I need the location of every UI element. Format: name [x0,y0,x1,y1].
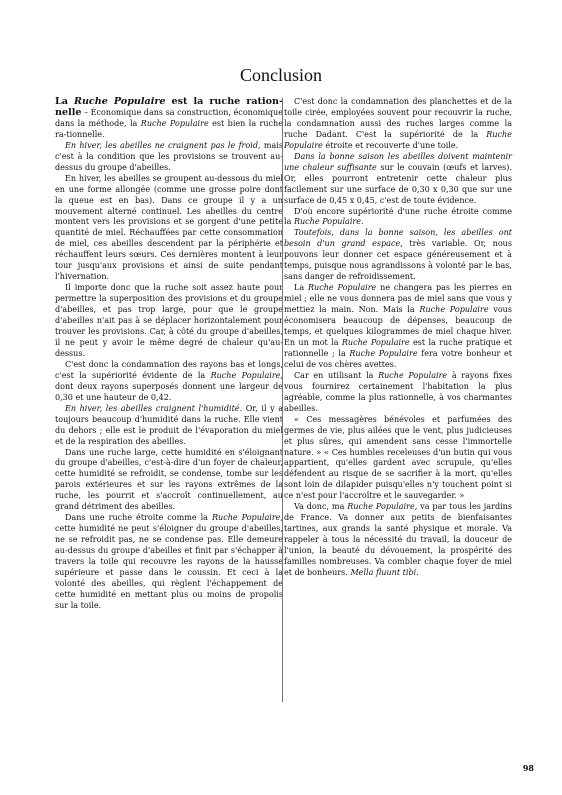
paragraph: Il importe donc que la ruche soit assez haute pour permettre la superposition des provisions et du groupe d'abeilles, et pas trop large, pour que le groupe d'abeilles n'ait pas à se déplacer horizontalement pour trouver les provisions. Car, à côté du groupe d'abeilles, il ne peut y avoir le même degré de chaleur qu'au-dessus. [55,283,283,358]
paragraph: D'où encore supériorité d'une ruche étroite comme la Ruche Populaire. [284,206,512,227]
paragraph: Dans la bonne saison les abeilles doivent maintenir une chaleur suffisante sur le couvain (œufs et larves). Or, elles pourront entretenir cette chaleur plus facilement sur une surface de 0,30 x 0,30 que sur une surface de 0,45 x 0,45, c'est de toute évidence. [284,151,512,205]
paragraph: Va donc, ma Ruche Populaire, va par tous les jardins de France. Va donner aux petits de bienfaisantes tartines, aux grands la santé physique et morale. Va rappeler à tous la nécessité du travail, la douceur de l'union, la beauté du dévouement, la prospérité des familles nombreuses. Va combler chaque foyer de miel et de bonheurs. Mella fluunt tibi. [284,502,512,577]
quote-paragraph: « Ces messagères bénévoles et parfumées des germes de vie, plus ailées que le vent, plus judicieuses et plus sûres, qui amendent sans cesse l'immortelle nature. » « Ces humbles receleuses d'un butin qui vous appartient, qu'elles gardent avec scrupule, qu'elles défendent au risque de se sacrifier à la mort, qu'elles sont loin de dilapider puisqu'elles n'y touchent point si ce n'est pour l'accroître et le sauvegarder. » [284,414,512,501]
paragraph: C'est donc la condamnation des planchettes et de la toile cirée, employées souvent pour recouvrir la ruche, la condamnation aussi des ruches larges comme la ruche Dadant. C'est la supériorité de la Ruche Populaire étroite et recouverte d'une toile. [284,97,512,150]
paragraph: Dans une ruche étroite comme la Ruche Populaire, cette humidité ne peut s'éloigner du groupe d'abeilles, ne se refroidit pas, ne se condense pas. Elle demeure au-dessus du groupe d'abeilles et finit par s'échapper à travers la toile qui recouvre les rayons de la hausse supérieure et passe dans le coussin. Et ceci à la volonté des abeilles, qui règlent l'échappement de cette humidité en mettant plus ou moins de propolis sur la toile. [55,513,283,610]
paragraph: La Ruche Populaire ne changera pas les pierres en miel ; elle ne vous donnera pas de miel sans que vous y mettiez la main. Non. Mais la Ruche Populaire vous économisera beaucoup de dépenses, beaucoup de temps, et quelques kilogrammes de miel chaque hiver. En un mot la Ruche Populaire est la ruche pratique et rationnelle ; la Ruche Populaire fera votre bonheur et celui de vos chères avettes. [284,283,513,369]
right-column [284,97,512,579]
paragraph: En hiver, les abeilles se groupent au-dessous du miel en une forme allongée (comme une grosse poire dont la queue est en bas). Dans ce groupe il y a un mouvement alterné continuel. Les abeilles du centre montent vers les provisions et se gorgent d'une petite quantité de miel. Réchauffées par cette consommation de miel, ces abeilles descendent par la périphérie et réchauffent leurs sœurs. Ces dernières montent à leur tour jusqu'aux provisions et ainsi de suite pendant l'hivernation. [55,173,283,282]
paragraph: C'est donc la condamnation des rayons bas et longs, c'est la supériorité évidente de la Ruche Populaire, dont deux rayons superposés donnent une largeur de 0,30 et une hauteur de 0,42. [55,359,283,402]
column-divider [282,98,283,702]
paragraph: La Ruche Populaire est la ruche ration-nelle – Économique dans sa construction, économique dans la méthode, la Ruche Populaire est bien la ruche ra-tionnelle. [55,96,284,139]
page-title: Conclusion [239,65,322,85]
paragraph: Toutefois, dans la bonne saison, les abeilles ont besoin d'un grand espace, très variable. Or, nous pouvons leur donner cet espace généreusement et à temps, puisque nous agrandissons à volonté par le bas, sans danger de refroidissement. [284,228,512,282]
page-number: 98 [522,763,534,773]
paragraph: En hiver, les abeilles craignent l'humidité. Or, il y a toujours beaucoup d'humidité dans la ruche. Elle vient du dehors ; elle est le produit de l'évaporation du miel et de la respiration des abeilles. [55,403,283,446]
lead-heading: La Ruche Populaire est la ruche ration-nelle [55,96,283,118]
left-column [55,97,283,612]
paragraph: Car en utilisant la Ruche Populaire à rayons fixes vous fournirez certainement l'habitation la plus agréable, comme la plus rationnelle, à vos charmantes abeilles. [284,370,512,413]
paragraph: En hiver, les abeilles ne craignent pas le froid, mais c'est à la condition que les provisions se trouvent au-dessus du groupe d'abeilles. [55,140,283,172]
paragraph: Dans une ruche large, cette humidité en s'éloignant du groupe d'abeilles, c'est-à-dire d'un foyer de chaleur, cette humidité se refroidit, se condense, tombe sur les parois extérieures et sur les rayons extrêmes de la ruche, les pourrit et s'accroît continuellement, au grand détriment des abeilles. [55,447,283,512]
